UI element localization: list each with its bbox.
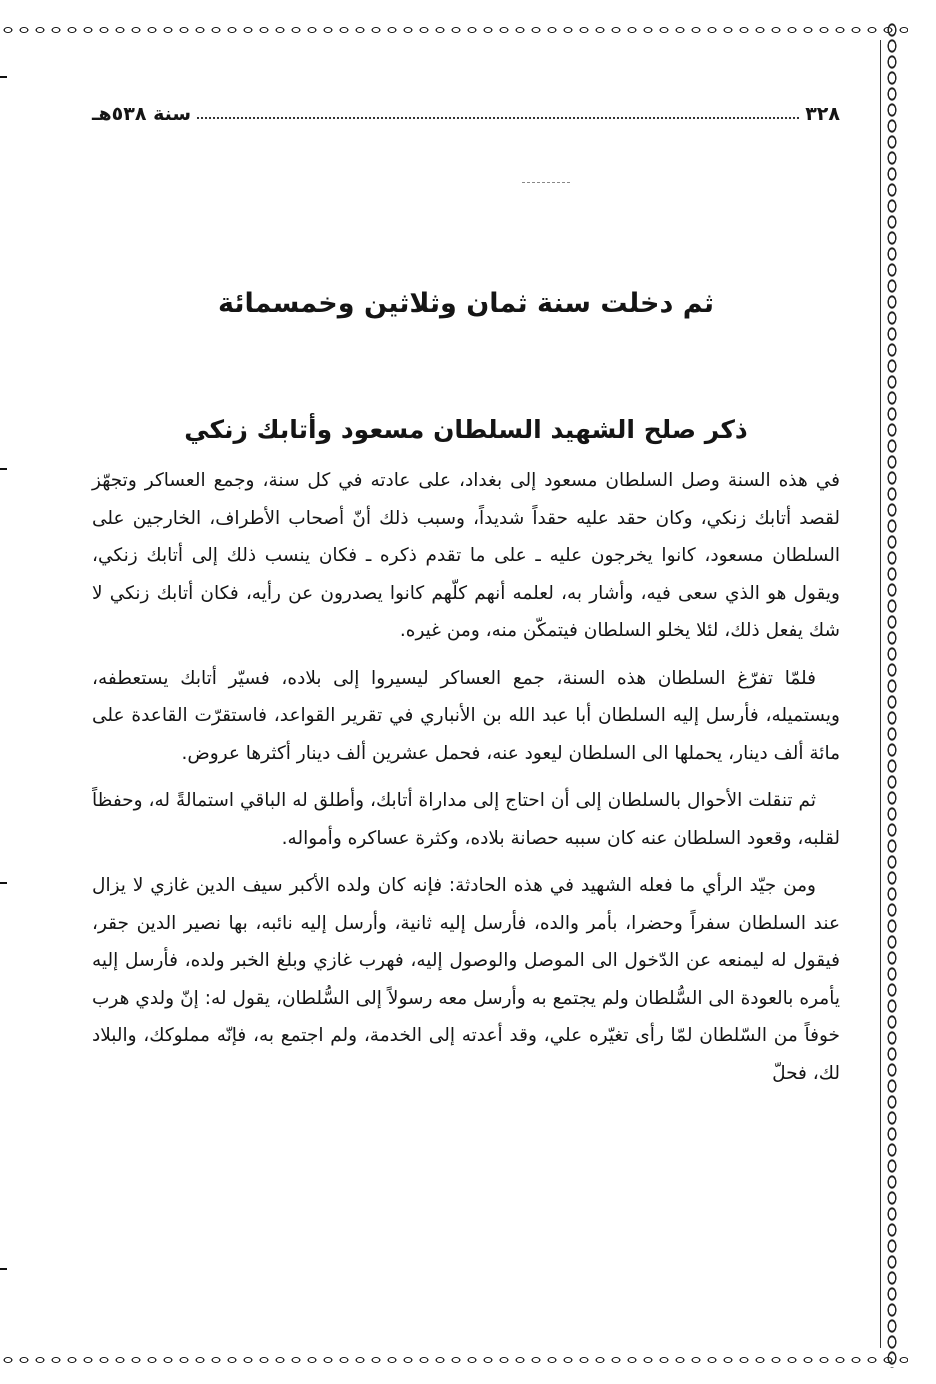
margin-mark — [0, 468, 7, 470]
separator-rule — [522, 182, 570, 183]
margin-mark — [0, 1268, 7, 1270]
body-text — [92, 462, 840, 1102]
paragraph: في هذه السنة وصل السلطان مسعود إلى بغداد، على عادته في كل سنة، وجمع العساكر وتجهّز لقصد أتابك زنكي، وكان حقد عليه حقداً شديداً، وسبب ذلك أنّ أصحاب الأطراف، الخارجين على السلطان مسعود، كانوا يخرجون عليه ـ على ما تقدم ذكره ـ فكان ينسب ذلك إلى أتابك زنكي، ويقول هو الذي سعى فيه، وأشار به، لعلمه أنهم كلّهم كانوا يصدرون عن رأيه، فكان أتابك زنكي لا شك يفعل ذلك، لئلا يخلو السلطان فيتمكّن منه، ومن غيره. — [92, 470, 840, 641]
section-heading: ذكر صلح الشهيد السلطان مسعود وأتابك زنكي — [184, 415, 748, 444]
header-year: سنة ٥٣٨هـ — [92, 103, 192, 125]
decorative-border-bottom — [0, 1352, 908, 1368]
paragraph: ومن جيّد الرأي ما فعله الشهيد في هذه الحادثة: فإنه كان ولده الأكبر سيف الدين غازي لا يزال عند السلطان سفراً وحضرا، بأمر والده، فأرسل إليه ثانية، وأرسل إليه نائبه، بها نصير الدين جقر، فيقول له ليمنعه عن الدّخول الى الموصل والوصول إليه، فهرب غازي وبلغ الخبر ولده، فأرسل إليه يأمره بالعودة الى السُّلطان ولم يجتمع به وأرسل معه رسولاً إلى السُّلطان، يقول له: إنّ ولدي هرب خوفاً من السّلطان لمّا رأى تغيّره علي، وقد أعدته إلى الخدمة، ولم اجتمع به، فإنّه مملوكك، والبلاد لك، فحلّ — [92, 875, 840, 1084]
paragraph: فلمّا تفرّغ السلطان هذه السنة، جمع العساكر ليسيروا إلى بلاده، فسيّر أتابك يستعطفه، ويستميله، فأرسل إليه السلطان أبا عبد الله بن الأنباري في تقرير القواعد، فاستقرّت القاعدة على مائة ألف دينار، يحملها الى السلطان ليعود عنه، فحمل عشرين ألف دينار أكثرها عروض. — [92, 667, 840, 764]
header-dotted-leader — [197, 117, 799, 119]
decorative-border-top — [0, 22, 908, 38]
decorative-border-right — [884, 22, 900, 1368]
chapter-title: ثم دخلت سنة ثمان وثلاثين وخمسمائة — [217, 288, 715, 319]
paragraph: ثم تنقلت الأحوال بالسلطان إلى أن احتاج إلى مداراة أتابك، وأطلق له الباقي استمالةً له، وحفظاً لقلبه، وقعود السلطان عنه كان سببه حصانة بلاده، وكثرة عساكره وأمواله. — [92, 790, 840, 849]
page-number: ٣٢٨ — [805, 103, 840, 125]
margin-mark — [0, 76, 7, 78]
running-header — [92, 95, 840, 125]
margin-mark — [0, 882, 7, 884]
